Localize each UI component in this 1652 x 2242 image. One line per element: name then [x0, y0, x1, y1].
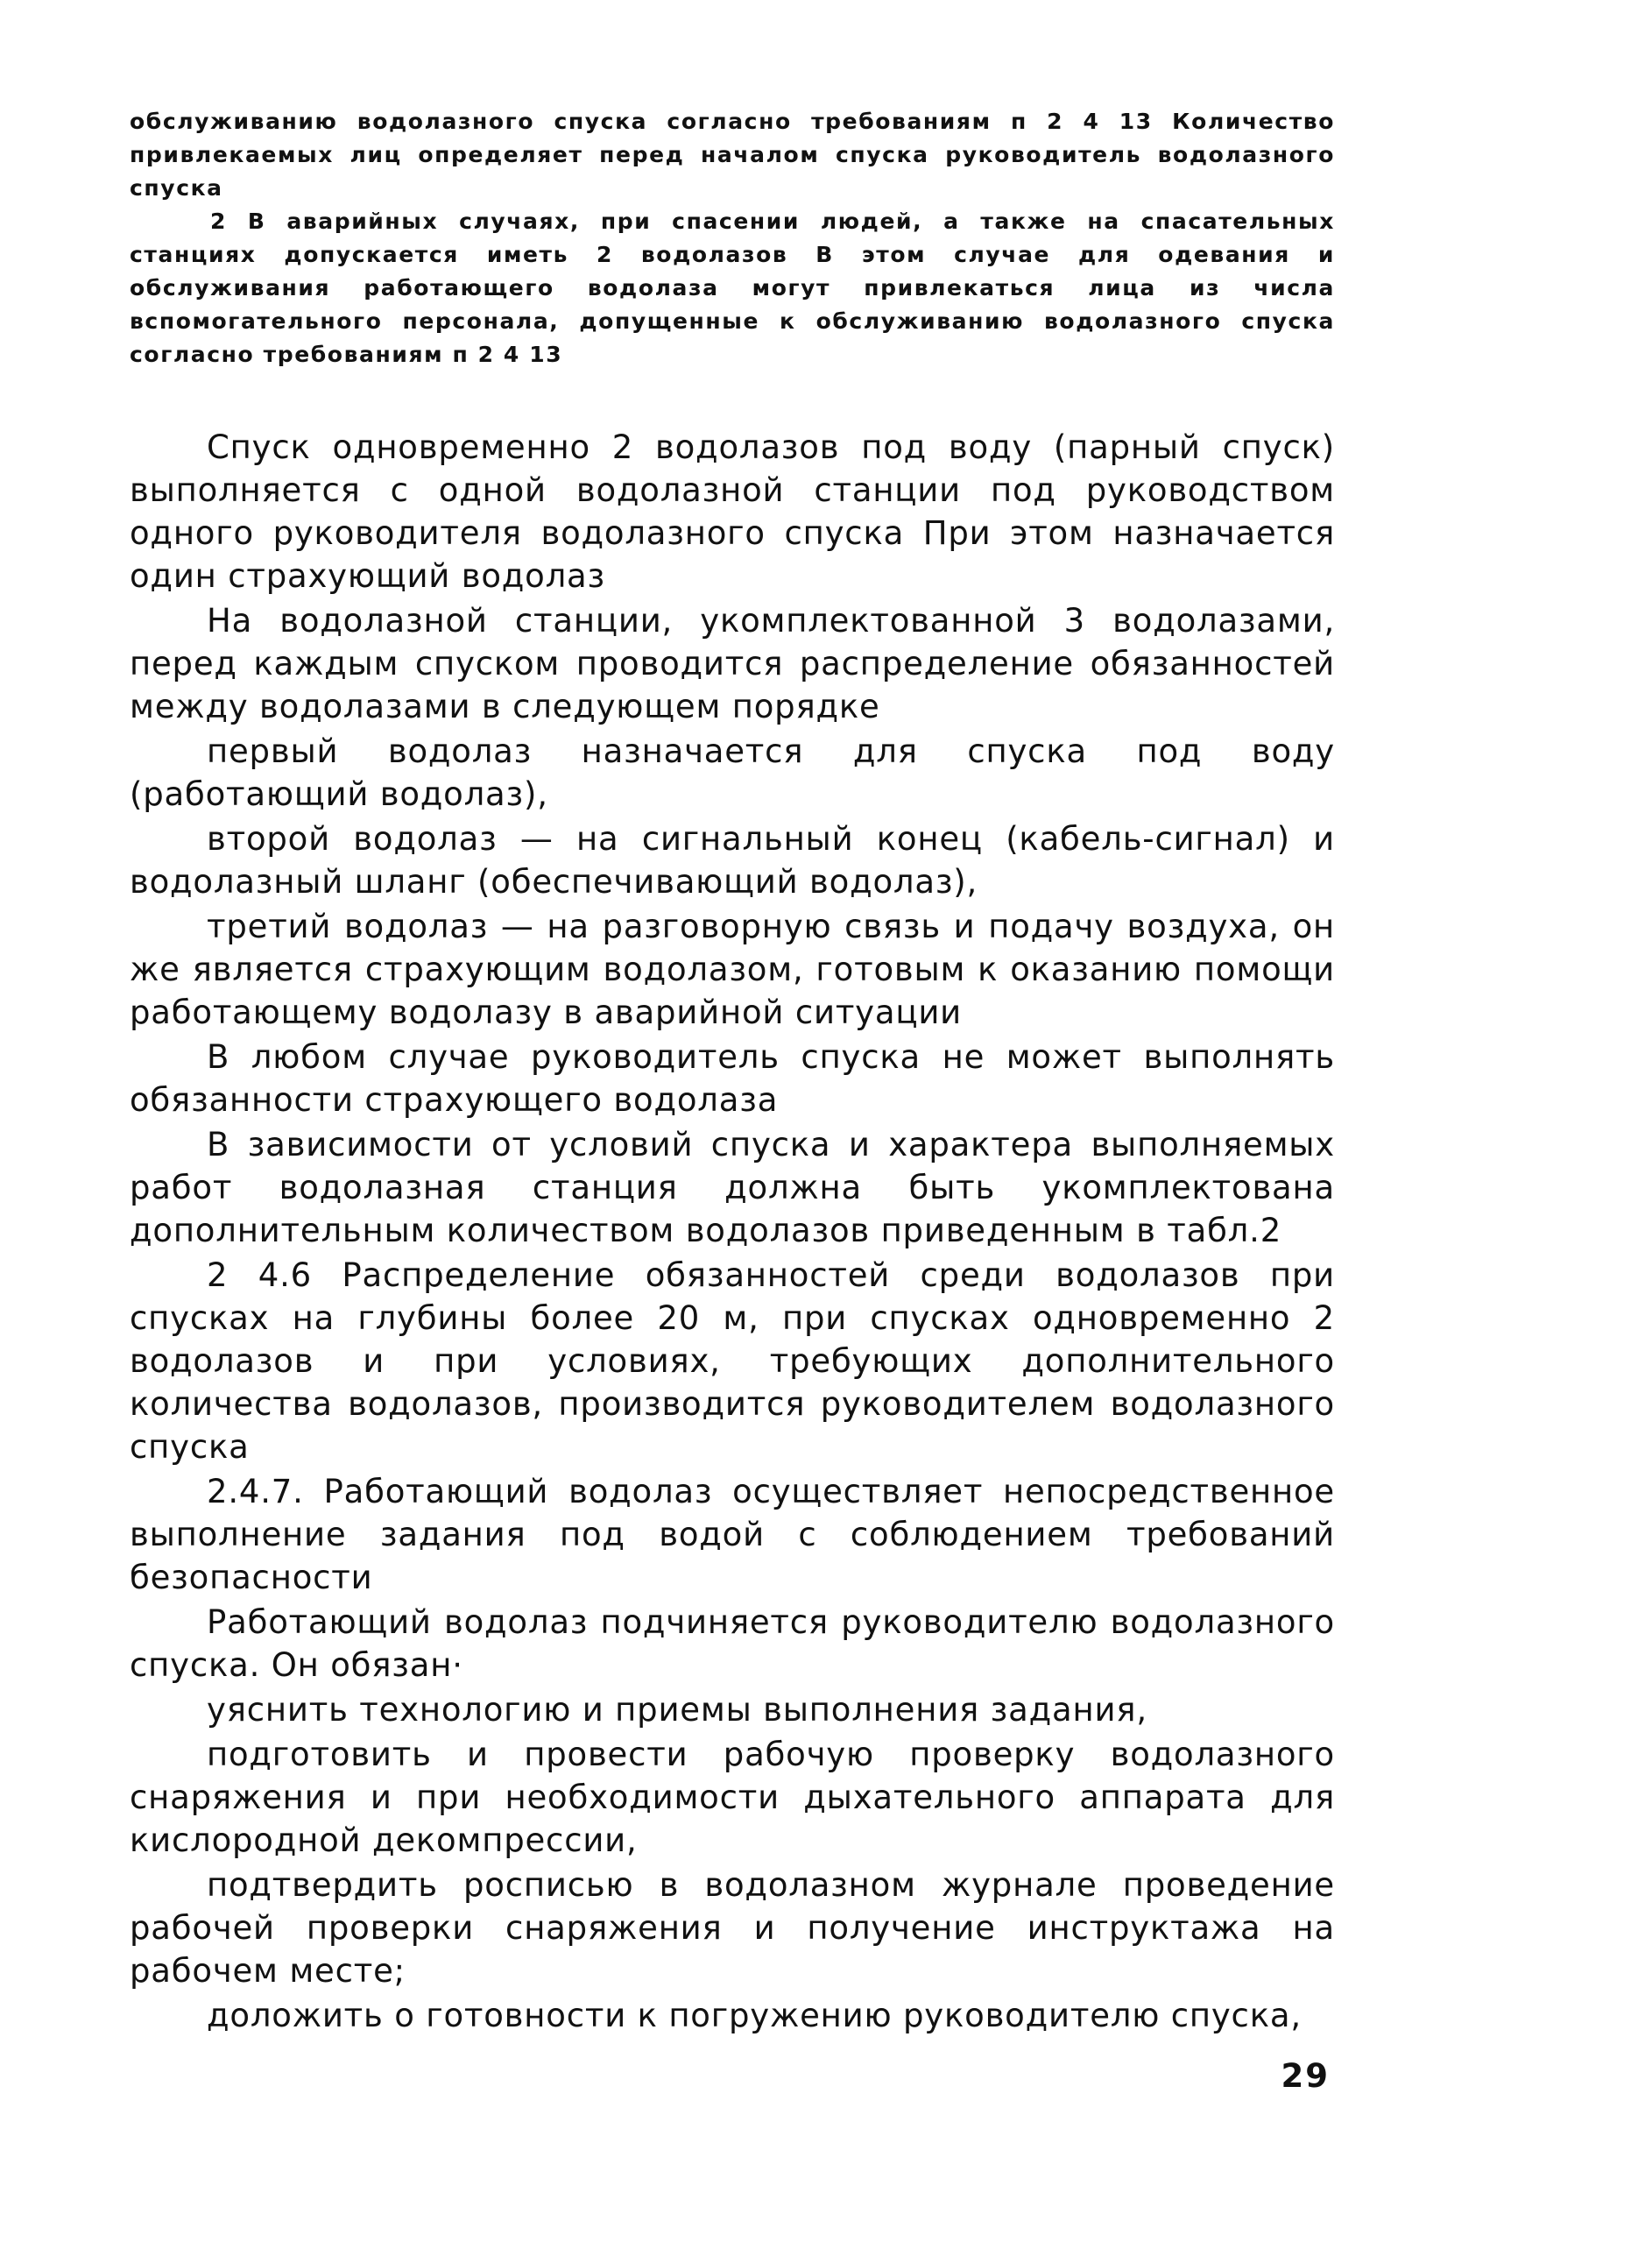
document-page — [130, 105, 1335, 2039]
paragraph: В любом случае руководитель спуска не может выполнять обязанности страхующего водолаза — [130, 1038, 1335, 1119]
page-number: 29 — [1281, 2057, 1330, 2095]
paragraph: На водолазной станции, укомплектованной 3 водолазами, перед каждым спуском проводится распределение обязанностей между водолазами в следующем порядке — [130, 602, 1335, 725]
paragraph: Работающий водолаз подчиняется руководителю водолазного спуска. Он обязан· — [130, 1603, 1335, 1684]
paragraph: Спуск одновременно 2 водолазов под воду (парный спуск) выполняется с одной водолазной станции под руководством одного руководителя водолазного спуска При этом назначается один страхующий водолаз — [130, 428, 1335, 595]
list-item: первый водолаз назначается для спуска под воду (работающий водолаз), — [130, 732, 1335, 813]
list-item: второй водолаз — на сигнальный конец (кабель-сигнал) и водолазный шланг (обеспечивающий водолаз), — [130, 820, 1335, 901]
note-2: 2 В аварийных случаях, при спасении людей, а также на спасательных станциях допускается иметь 2 водолазов В этом случае для одевания и обслуживания работающего водолаза могут привлекаться лица из числа вспомогательного персонала, допущенные к обслуживанию водолазного спуска согласно требованиям п 2 4 13 — [130, 209, 1335, 367]
list-item: доложить о готовности к погружению руководителю спуска, — [207, 1997, 1302, 2034]
paragraph-2-4-6: 2 4.6 Распределение обязанностей среди водолазов при спусках на глубины более 20 м, при спусках одновременно 2 водолазов и при условиях, требующих дополнительного количества водолазов, производится руководителем водолазного спуска — [130, 1256, 1335, 1466]
list-item: подтвердить росписью в водолазном журнале проведение рабочей проверки снаряжения и получение инструктажа на рабочем месте; — [130, 1866, 1335, 1990]
body-text — [130, 426, 1335, 2037]
paragraph-2-4-7: 2.4.7. Работающий водолаз осуществляет непосредственное выполнение задания под водой с соблюдением требований безопасности — [130, 1473, 1335, 1596]
list-item: уяснить технологию и приемы выполнения задания, — [207, 1691, 1147, 1729]
list-item: третий водолаз — на разговорную связь и подачу воздуха, он же является страхующим водолазом, готовым к оказанию помощи работающему водолазу в аварийной ситуации — [130, 908, 1335, 1031]
footnotes-block — [130, 105, 1335, 371]
list-item: подготовить и провести рабочую проверку водолазного снаряжения и при необходимости дыхательного аппарата для кислородной декомпрессии, — [130, 1736, 1335, 1859]
paragraph: В зависимости от условий спуска и характера выполняемых работ водолазная станция должна быть укомплектована дополнительным количеством водолазов приведенным в табл.2 — [130, 1126, 1335, 1249]
note-continuation: обслуживанию водолазного спуска согласно требованиям п 2 4 13 Количество привлекаемых лиц определяет перед началом спуска руководитель водолазного спуска — [130, 109, 1335, 201]
